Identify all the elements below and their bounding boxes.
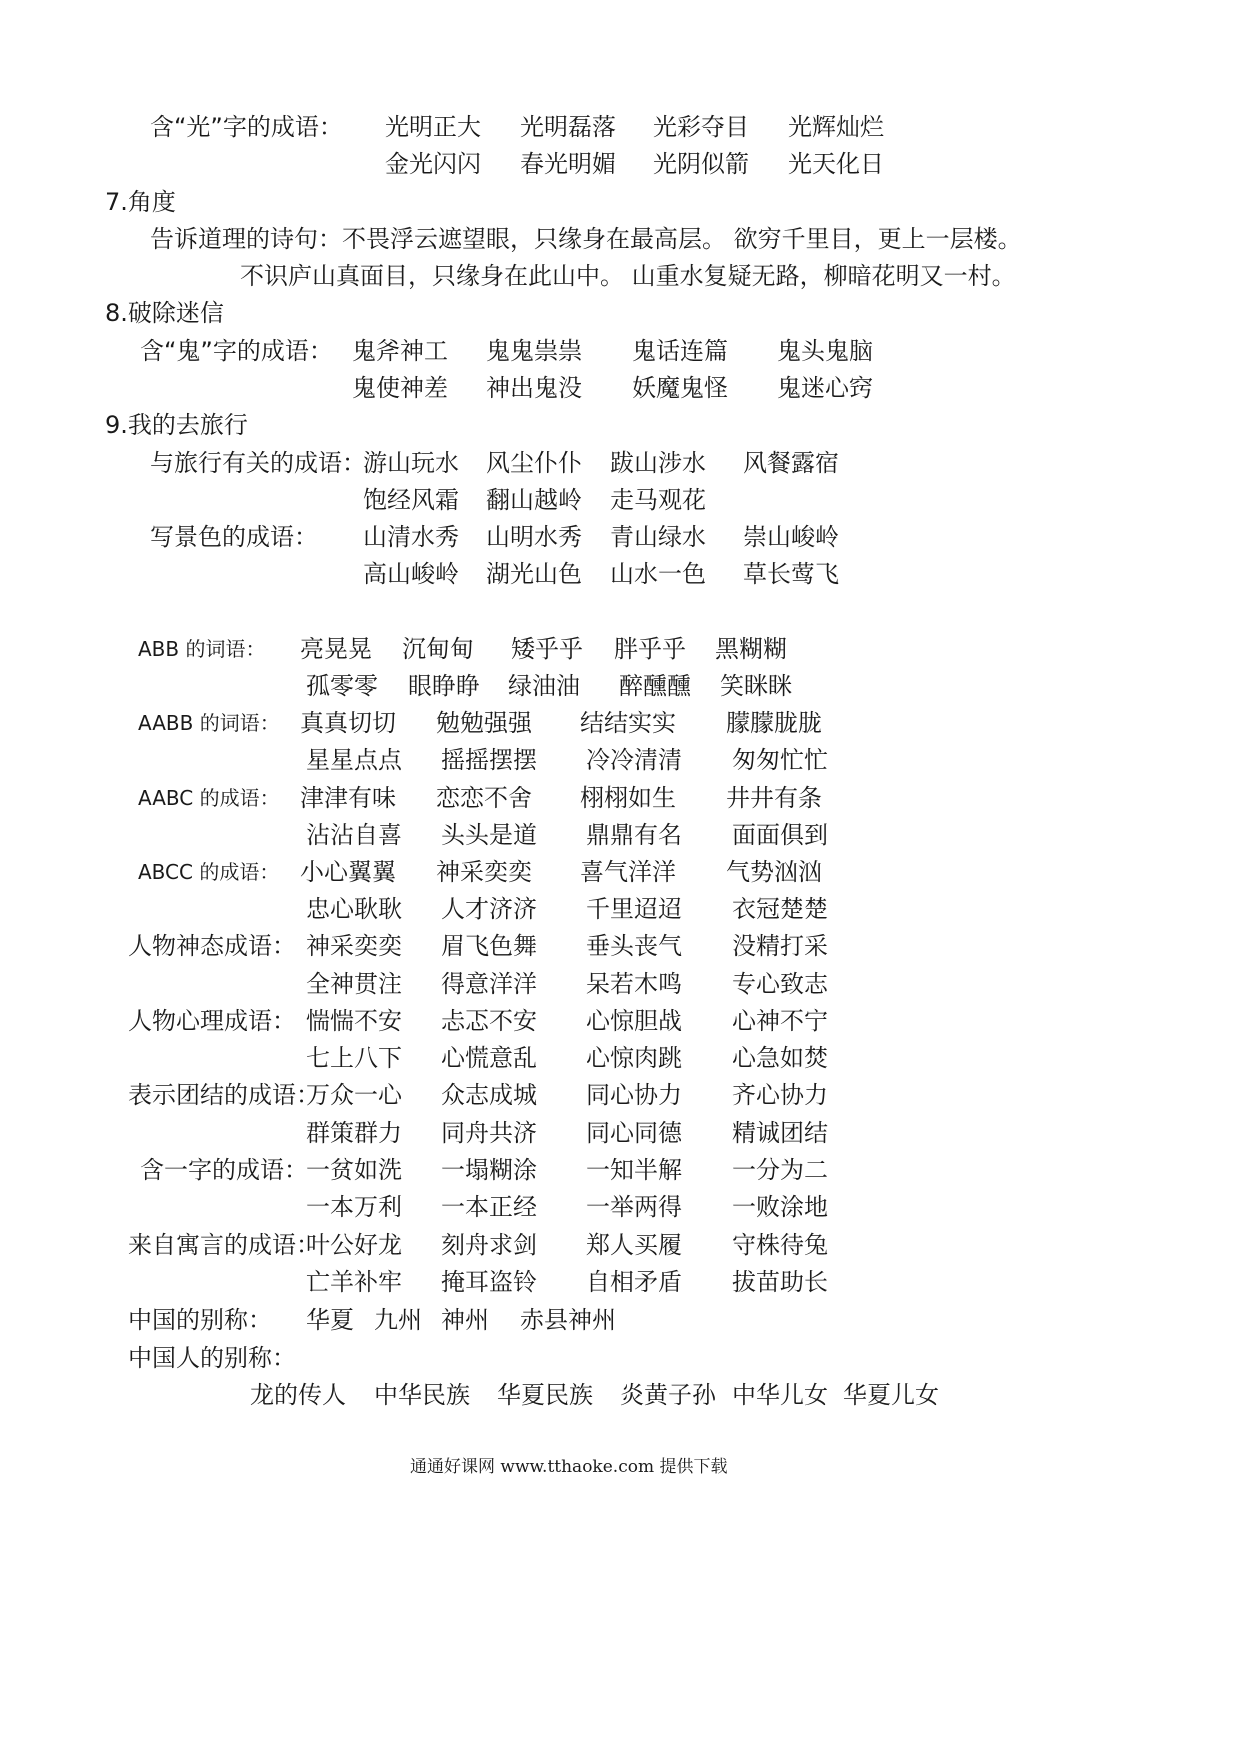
abb-word: 黑糊糊: [715, 635, 787, 663]
aabb-word: 朦朦胧胧: [726, 709, 822, 737]
aabb-label: AABB 的词语：: [138, 711, 280, 735]
shentai-idiom: 得意洋洋: [441, 970, 537, 998]
travel-idiom: 走马观花: [610, 486, 706, 514]
scenery-idiom: 山清水秀: [363, 523, 459, 551]
tuanjie-idiom: 万众一心: [306, 1081, 402, 1109]
travel-idiom: 风餐露宿: [743, 449, 839, 477]
shentai-idiom: 全神贯注: [306, 970, 402, 998]
tuanjie-label: 表示团结的成语：: [128, 1081, 320, 1109]
yuyan-idiom: 守株待兔: [732, 1231, 828, 1259]
tuanjie-idiom: 同舟共济: [441, 1119, 537, 1147]
abcc-idiom: 忠心耿耿: [306, 895, 402, 923]
gui-idiom: 鬼话连篇: [632, 337, 728, 365]
shentai-idiom: 专心致志: [732, 970, 828, 998]
travel-idiom: 翻山越岭: [486, 486, 582, 514]
yi-label: 含一字的成语：: [140, 1156, 308, 1184]
scenery-idiom: 高山峻岭: [363, 560, 459, 588]
abcc-idiom: 小心翼翼: [300, 858, 396, 886]
shentai-idiom: 呆若木鸣: [586, 970, 682, 998]
abcc-idiom: 衣冠楚楚: [732, 895, 828, 923]
aabc-idiom: 津津有味: [300, 784, 396, 812]
aabb-word: 星星点点: [306, 746, 402, 774]
xinli-label: 人物心理成语：: [128, 1007, 296, 1035]
yi-idiom: 一知半解: [586, 1156, 682, 1184]
guang-label: 含“光”字的成语：: [150, 113, 343, 141]
travel-idiom: 跋山涉水: [610, 449, 706, 477]
gui-idiom: 妖魔鬼怪: [632, 374, 728, 402]
abb-word: 沉甸甸: [402, 635, 474, 663]
yuyan-label: 来自寓言的成语：: [128, 1231, 320, 1259]
yi-idiom: 一本正经: [441, 1193, 537, 1221]
yi-idiom: 一举两得: [586, 1193, 682, 1221]
china-name: 神州: [441, 1306, 489, 1334]
guang-idiom: 光明磊落: [520, 113, 616, 141]
scenery-idiom: 崇山峻岭: [743, 523, 839, 551]
scenery-label: 写景色的成语：: [150, 523, 318, 551]
aabc-idiom: 头头是道: [441, 821, 537, 849]
aabb-word: 真真切切: [300, 709, 396, 737]
abcc-idiom: 人才济济: [441, 895, 537, 923]
tuanjie-idiom: 齐心协力: [732, 1081, 828, 1109]
gui-idiom: 鬼斧神工: [352, 337, 448, 365]
scenery-idiom: 山明水秀: [486, 523, 582, 551]
scenery-idiom: 湖光山色: [486, 560, 582, 588]
xinli-idiom: 惴惴不安: [306, 1007, 402, 1035]
tuanjie-idiom: 众志成城: [441, 1081, 537, 1109]
chinese-people-names-label: 中国人的别称：: [128, 1344, 296, 1372]
gui-idiom: 鬼迷心窍: [777, 374, 873, 402]
yuyan-idiom: 刻舟求剑: [441, 1231, 537, 1259]
yuyan-idiom: 拔苗助长: [732, 1268, 828, 1296]
abcc-label: ABCC 的成语：: [138, 860, 280, 884]
guang-idiom: 春光明媚: [520, 150, 616, 178]
xinli-idiom: 心急如焚: [732, 1044, 828, 1072]
guang-idiom: 光辉灿烂: [788, 113, 884, 141]
aabc-idiom: 恋恋不舍: [436, 784, 532, 812]
aabc-idiom: 鼎鼎有名: [586, 821, 682, 849]
xinli-idiom: 心惊胆战: [586, 1007, 682, 1035]
abb-word: 眼睁睁: [408, 672, 480, 700]
xinli-idiom: 忐忑不安: [441, 1007, 537, 1035]
yuyan-idiom: 郑人买履: [586, 1231, 682, 1259]
travel-idiom: 饱经风霜: [363, 486, 459, 514]
abb-word: 笑眯眯: [720, 672, 792, 700]
abb-word: 胖乎乎: [614, 635, 686, 663]
yuyan-idiom: 自相矛盾: [586, 1268, 682, 1296]
tuanjie-idiom: 精诚团结: [732, 1119, 828, 1147]
abb-word: 矮乎乎: [511, 635, 583, 663]
aabb-word: 勉勉强强: [436, 709, 532, 737]
aabc-label: AABC 的成语：: [138, 786, 280, 810]
guang-idiom: 光天化日: [788, 150, 884, 178]
shentai-idiom: 没精打采: [732, 932, 828, 960]
tuanjie-idiom: 同心同德: [586, 1119, 682, 1147]
shentai-idiom: 神采奕奕: [306, 932, 402, 960]
section-9-heading: 9.我的去旅行: [105, 411, 248, 439]
abb-word: 醉醺醺: [619, 672, 691, 700]
scenery-idiom: 山水一色: [610, 560, 706, 588]
chinese-people-name: 华夏民族: [497, 1381, 593, 1409]
aabb-word: 匆匆忙忙: [732, 746, 828, 774]
gui-idiom: 鬼鬼祟祟: [486, 337, 582, 365]
abcc-idiom: 神采奕奕: [436, 858, 532, 886]
travel-idiom: 游山玩水: [363, 449, 459, 477]
gui-idiom: 鬼头鬼脑: [777, 337, 873, 365]
section-7-heading: 7.角度: [105, 188, 176, 216]
aabc-idiom: 栩栩如生: [580, 784, 676, 812]
scenery-idiom: 草长莺飞: [743, 560, 839, 588]
xinli-idiom: 七上八下: [306, 1044, 402, 1072]
chinese-people-name: 中华民族: [374, 1381, 470, 1409]
gui-idiom: 鬼使神差: [352, 374, 448, 402]
yi-idiom: 一分为二: [732, 1156, 828, 1184]
xinli-idiom: 心惊肉跳: [586, 1044, 682, 1072]
abb-word: 亮晃晃: [300, 635, 372, 663]
abb-word: 绿油油: [508, 672, 580, 700]
chinese-people-name: 龙的传人: [250, 1381, 346, 1409]
abcc-idiom: 千里迢迢: [586, 895, 682, 923]
tuanjie-idiom: 群策群力: [306, 1119, 402, 1147]
xinli-idiom: 心神不宁: [732, 1007, 828, 1035]
shentai-idiom: 垂头丧气: [586, 932, 682, 960]
poem-line-1: 告诉道理的诗句：不畏浮云遮望眼，只缘身在最高层。 欲穷千里目，更上一层楼。: [150, 225, 1022, 253]
aabc-idiom: 面面俱到: [732, 821, 828, 849]
china-name: 赤县神州: [520, 1306, 616, 1334]
poem-line-2: 不识庐山真面目，只缘身在此山中。 山重水复疑无路，柳暗花明又一村。: [240, 262, 1016, 290]
aabc-idiom: 井井有条: [726, 784, 822, 812]
yi-idiom: 一本万利: [306, 1193, 402, 1221]
aabb-word: 摇摇摆摆: [441, 746, 537, 774]
yi-idiom: 一败涂地: [732, 1193, 828, 1221]
guang-idiom: 光明正大: [385, 113, 481, 141]
chinese-people-name: 华夏儿女: [843, 1381, 939, 1409]
travel-idiom: 风尘仆仆: [486, 449, 582, 477]
travel-label: 与旅行有关的成语：: [150, 449, 366, 477]
abcc-idiom: 喜气洋洋: [580, 858, 676, 886]
aabb-word: 结结实实: [580, 709, 676, 737]
yuyan-idiom: 亡羊补牢: [306, 1268, 402, 1296]
guang-idiom: 光彩夺目: [653, 113, 749, 141]
yuyan-idiom: 掩耳盗铃: [441, 1268, 537, 1296]
shentai-idiom: 眉飞色舞: [441, 932, 537, 960]
gui-label: 含“鬼”字的成语：: [140, 337, 333, 365]
chinese-people-name: 中华儿女: [732, 1381, 828, 1409]
aabc-idiom: 沾沾自喜: [306, 821, 402, 849]
yi-idiom: 一贫如洗: [306, 1156, 402, 1184]
guang-idiom: 光阴似箭: [653, 150, 749, 178]
aabb-word: 冷冷清清: [586, 746, 682, 774]
abcc-idiom: 气势汹汹: [726, 858, 822, 886]
gui-idiom: 神出鬼没: [486, 374, 582, 402]
shentai-label: 人物神态成语：: [128, 932, 296, 960]
abb-word: 孤零零: [306, 672, 378, 700]
guang-idiom: 金光闪闪: [385, 150, 481, 178]
yuyan-idiom: 叶公好龙: [306, 1231, 402, 1259]
page-footer: 通通好课网 www.tthaoke.com 提供下载: [410, 1457, 728, 1477]
chinese-people-name: 炎黄子孙: [620, 1381, 716, 1409]
china-names-label: 中国的别称：: [128, 1306, 272, 1334]
tuanjie-idiom: 同心协力: [586, 1081, 682, 1109]
yi-idiom: 一塌糊涂: [441, 1156, 537, 1184]
xinli-idiom: 心慌意乱: [441, 1044, 537, 1072]
china-name: 九州: [374, 1306, 422, 1334]
abb-label: ABB 的词语：: [138, 637, 266, 661]
scenery-idiom: 青山绿水: [610, 523, 706, 551]
china-name: 华夏: [306, 1306, 354, 1334]
section-8-heading: 8.破除迷信: [105, 299, 224, 327]
